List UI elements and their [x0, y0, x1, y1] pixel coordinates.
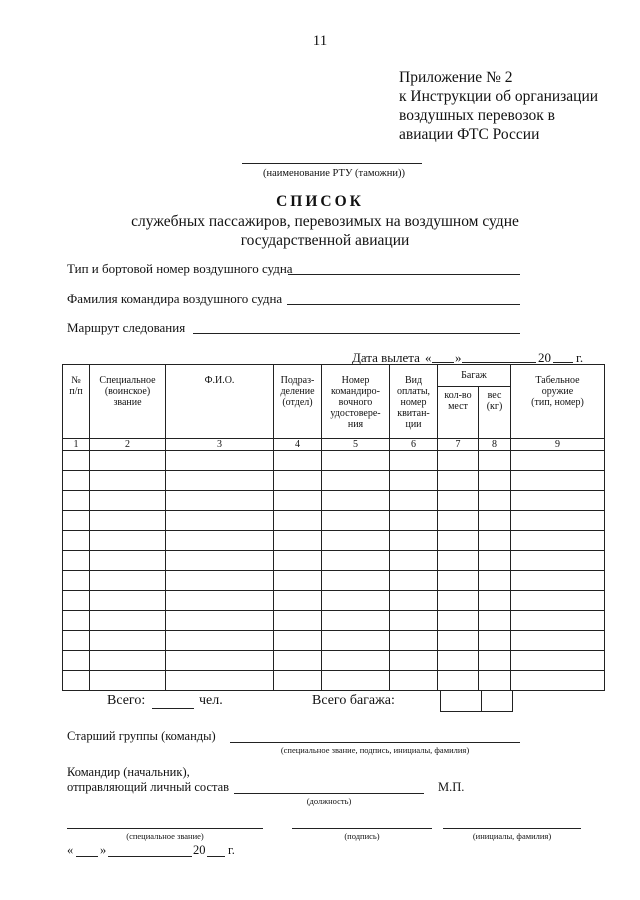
table-cell[interactable]	[511, 511, 605, 531]
date-year-line[interactable]	[207, 856, 225, 857]
table-cell[interactable]	[166, 671, 274, 691]
table-cell[interactable]	[90, 551, 166, 571]
table-row	[63, 571, 605, 591]
table-cell[interactable]	[479, 471, 511, 491]
commander-input-line[interactable]	[287, 304, 520, 305]
rtu-name-line[interactable]	[242, 163, 422, 164]
header-rank: Специальное (воинское) звание	[90, 365, 166, 439]
table-cell[interactable]	[390, 611, 438, 631]
table-cell[interactable]	[274, 651, 322, 671]
table-cell[interactable]	[390, 471, 438, 491]
table-cell[interactable]	[322, 491, 390, 511]
col-number: 9	[511, 439, 605, 451]
table-cell[interactable]	[90, 651, 166, 671]
name-caption: (инициалы, фамилия)	[472, 831, 552, 841]
table-cell[interactable]	[438, 451, 479, 471]
table-cell[interactable]	[274, 511, 322, 531]
table-cell[interactable]	[479, 531, 511, 551]
table-cell[interactable]	[511, 671, 605, 691]
rank-caption: (специальное звание)	[126, 831, 204, 841]
table-cell[interactable]	[63, 631, 90, 651]
departure-year-line[interactable]	[553, 362, 573, 363]
table-cell[interactable]	[511, 571, 605, 591]
table-cell[interactable]	[90, 451, 166, 471]
table-row	[63, 491, 605, 511]
table-cell[interactable]	[438, 611, 479, 631]
table-cell[interactable]	[274, 551, 322, 571]
signature-caption: (подпись)	[344, 831, 380, 841]
table-cell[interactable]	[438, 651, 479, 671]
table-cell[interactable]	[438, 471, 479, 491]
table-cell[interactable]	[438, 631, 479, 651]
date-day-line[interactable]	[76, 856, 98, 857]
header-department: Подраз- деление (отдел)	[274, 365, 322, 439]
table-cell[interactable]	[479, 571, 511, 591]
aircraft-input-line[interactable]	[288, 274, 520, 275]
table-cell[interactable]	[166, 531, 274, 551]
column-numbers-row	[63, 439, 605, 451]
senior-label: Старший группы (команды)	[67, 729, 216, 743]
table-cell[interactable]	[274, 531, 322, 551]
senior-caption: (специальное звание, подпись, инициалы, фамилия)	[280, 745, 470, 755]
total-people-line[interactable]	[152, 708, 194, 709]
table-cell[interactable]	[63, 471, 90, 491]
total-people-unit: чел.	[199, 693, 223, 708]
table-cell[interactable]	[274, 451, 322, 471]
table-cell[interactable]	[166, 551, 274, 571]
passenger-table	[62, 364, 605, 691]
appendix-line-4: авиации ФТС России	[399, 126, 540, 143]
table-cell[interactable]	[390, 531, 438, 551]
table-cell[interactable]	[274, 571, 322, 591]
subtitle-line-1: служебных пассажиров, перевозимых на воздушном судне	[131, 213, 519, 230]
table-cell[interactable]	[90, 531, 166, 551]
table-cell[interactable]	[390, 511, 438, 531]
table-cell[interactable]	[511, 651, 605, 671]
header-baggage: Багаж	[438, 365, 511, 387]
table-cell[interactable]	[166, 491, 274, 511]
table-cell[interactable]	[511, 631, 605, 651]
table-cell[interactable]	[322, 591, 390, 611]
senior-signature-line[interactable]	[230, 742, 520, 743]
departure-day-line[interactable]	[432, 362, 454, 363]
header-payment: Вид оплаты, номер квитан- ции	[390, 365, 438, 439]
departure-year-suffix: г.	[576, 350, 584, 365]
table-cell[interactable]	[390, 591, 438, 611]
departure-close-quote: »	[455, 350, 462, 365]
table-cell[interactable]	[274, 611, 322, 631]
aircraft-label: Тип и бортовой номер воздушного судна	[67, 261, 293, 276]
table-cell[interactable]	[274, 591, 322, 611]
table-row	[63, 651, 605, 671]
date-close-quote: »	[100, 843, 107, 857]
table-cell[interactable]	[479, 551, 511, 571]
table-cell[interactable]	[390, 451, 438, 471]
table-cell[interactable]	[166, 451, 274, 471]
table-cell[interactable]	[438, 511, 479, 531]
table-cell[interactable]	[479, 491, 511, 511]
table-cell[interactable]	[63, 551, 90, 571]
table-cell[interactable]	[166, 611, 274, 631]
table-cell[interactable]	[63, 611, 90, 631]
table-cell[interactable]	[63, 491, 90, 511]
table-cell[interactable]	[438, 551, 479, 571]
appendix-block	[399, 68, 598, 144]
date-open-quote: «	[67, 843, 74, 857]
table-cell[interactable]	[511, 491, 605, 511]
table-cell[interactable]	[479, 611, 511, 631]
date-year-suffix: г.	[228, 843, 235, 857]
table-cell[interactable]	[390, 551, 438, 571]
table-cell[interactable]	[479, 631, 511, 651]
table-cell[interactable]	[63, 591, 90, 611]
total-people-label: Всего:	[107, 693, 146, 708]
rank-signature-line[interactable]	[67, 828, 263, 829]
table-cell[interactable]	[322, 551, 390, 571]
document-subtitle	[0, 212, 640, 250]
table-cell[interactable]	[166, 471, 274, 491]
table-cell[interactable]	[511, 591, 605, 611]
table-row	[63, 611, 605, 631]
table-cell[interactable]	[511, 611, 605, 631]
table-cell[interactable]	[322, 611, 390, 631]
table-cell[interactable]	[322, 571, 390, 591]
table-cell[interactable]	[479, 511, 511, 531]
table-cell[interactable]	[438, 671, 479, 691]
header-fio: Ф.И.О.	[166, 365, 274, 439]
table-cell[interactable]	[166, 591, 274, 611]
table-cell[interactable]	[274, 471, 322, 491]
table-cell[interactable]	[166, 631, 274, 651]
route-label: Маршрут следования	[67, 320, 186, 335]
table-cell[interactable]	[166, 511, 274, 531]
table-cell[interactable]	[90, 471, 166, 491]
table-cell[interactable]	[322, 471, 390, 491]
table-cell[interactable]	[438, 491, 479, 511]
table-cell[interactable]	[90, 611, 166, 631]
table-cell[interactable]	[63, 571, 90, 591]
table-cell[interactable]	[166, 651, 274, 671]
table-cell[interactable]	[90, 631, 166, 651]
subtitle-line-2: государственной авиации	[240, 232, 410, 249]
appendix-line-3: воздушных перевозок в	[399, 107, 555, 124]
col-number: 4	[274, 439, 322, 451]
date-year: 20	[193, 843, 206, 857]
table-row	[63, 511, 605, 531]
departure-open-quote: «	[425, 350, 432, 365]
header-weapon: Табельное оружие (тип, номер)	[511, 365, 605, 439]
col-number: 6	[390, 439, 438, 451]
table-cell[interactable]	[274, 631, 322, 651]
table-cell[interactable]	[90, 591, 166, 611]
appendix-line-2: к Инструкции об организации	[399, 88, 599, 105]
col-number: 8	[479, 439, 511, 451]
table-row	[63, 591, 605, 611]
table-cell[interactable]	[322, 451, 390, 471]
name-signature-line[interactable]	[443, 828, 581, 829]
table-cell[interactable]	[322, 531, 390, 551]
table-cell[interactable]	[90, 671, 166, 691]
table-cell[interactable]	[511, 531, 605, 551]
table-cell[interactable]	[90, 511, 166, 531]
sender-line-1: Командир (начальник),	[67, 765, 190, 779]
departure-month-line[interactable]	[462, 362, 536, 363]
table-row	[63, 531, 605, 551]
commander-label: Фамилия командира воздушного судна	[67, 291, 283, 306]
table-cell[interactable]	[479, 671, 511, 691]
col-number: 5	[322, 439, 390, 451]
page-number: 11	[312, 33, 328, 49]
col-number: 1	[63, 439, 90, 451]
table-cell[interactable]	[438, 531, 479, 551]
baggage-total-box[interactable]	[440, 690, 513, 712]
table-cell[interactable]	[322, 651, 390, 671]
table-cell[interactable]	[90, 571, 166, 591]
table-cell[interactable]	[390, 491, 438, 511]
document-title: СПИСОК	[276, 193, 364, 210]
total-baggage-label: Всего багажа:	[312, 693, 395, 708]
table-cell[interactable]	[166, 571, 274, 591]
rtu-caption: (наименование РТУ (таможни))	[262, 168, 405, 179]
header-certificate: Номер командиро- вочного удостовере- ния	[322, 365, 390, 439]
baggage-total-divider	[481, 690, 482, 712]
table-cell[interactable]	[274, 671, 322, 691]
table-cell[interactable]	[479, 451, 511, 471]
header-weight: вес (кг)	[479, 387, 511, 439]
table-cell[interactable]	[438, 591, 479, 611]
stamp-label: М.П.	[438, 780, 465, 794]
table-cell[interactable]	[63, 651, 90, 671]
appendix-line-1: Приложение № 2	[399, 69, 513, 86]
passenger-rows	[63, 451, 605, 691]
signature-line[interactable]	[292, 828, 432, 829]
date-month-line[interactable]	[108, 856, 192, 857]
table-cell[interactable]	[511, 551, 605, 571]
route-input-line[interactable]	[193, 333, 520, 334]
table-cell[interactable]	[390, 651, 438, 671]
table-cell[interactable]	[322, 631, 390, 651]
table-cell[interactable]	[479, 651, 511, 671]
table-cell[interactable]	[63, 671, 90, 691]
table-row	[63, 471, 605, 491]
table-cell[interactable]	[322, 671, 390, 691]
col-number: 3	[166, 439, 274, 451]
table-cell[interactable]	[63, 451, 90, 471]
table-cell[interactable]	[63, 511, 90, 531]
table-row	[63, 631, 605, 651]
sender-position-line[interactable]	[234, 793, 424, 794]
table-cell[interactable]	[390, 671, 438, 691]
table-cell[interactable]	[511, 471, 605, 491]
col-number: 2	[90, 439, 166, 451]
table-cell[interactable]	[322, 511, 390, 531]
table-cell[interactable]	[479, 591, 511, 611]
sender-line-2: отправляющий личный состав	[67, 780, 230, 794]
sender-caption: (должность)	[306, 796, 352, 806]
table-row	[63, 451, 605, 471]
table-cell[interactable]	[511, 451, 605, 471]
departure-label: Дата вылета	[352, 350, 420, 365]
table-cell[interactable]	[63, 531, 90, 551]
departure-year: 20	[538, 350, 551, 365]
header-places: кол-во мест	[438, 387, 479, 439]
header-num: № п/п	[63, 365, 90, 439]
table-cell[interactable]	[90, 491, 166, 511]
table-cell[interactable]	[274, 491, 322, 511]
table-cell[interactable]	[390, 571, 438, 591]
col-number: 7	[438, 439, 479, 451]
table-cell[interactable]	[438, 571, 479, 591]
table-row	[63, 551, 605, 571]
table-cell[interactable]	[390, 631, 438, 651]
table-row	[63, 671, 605, 691]
